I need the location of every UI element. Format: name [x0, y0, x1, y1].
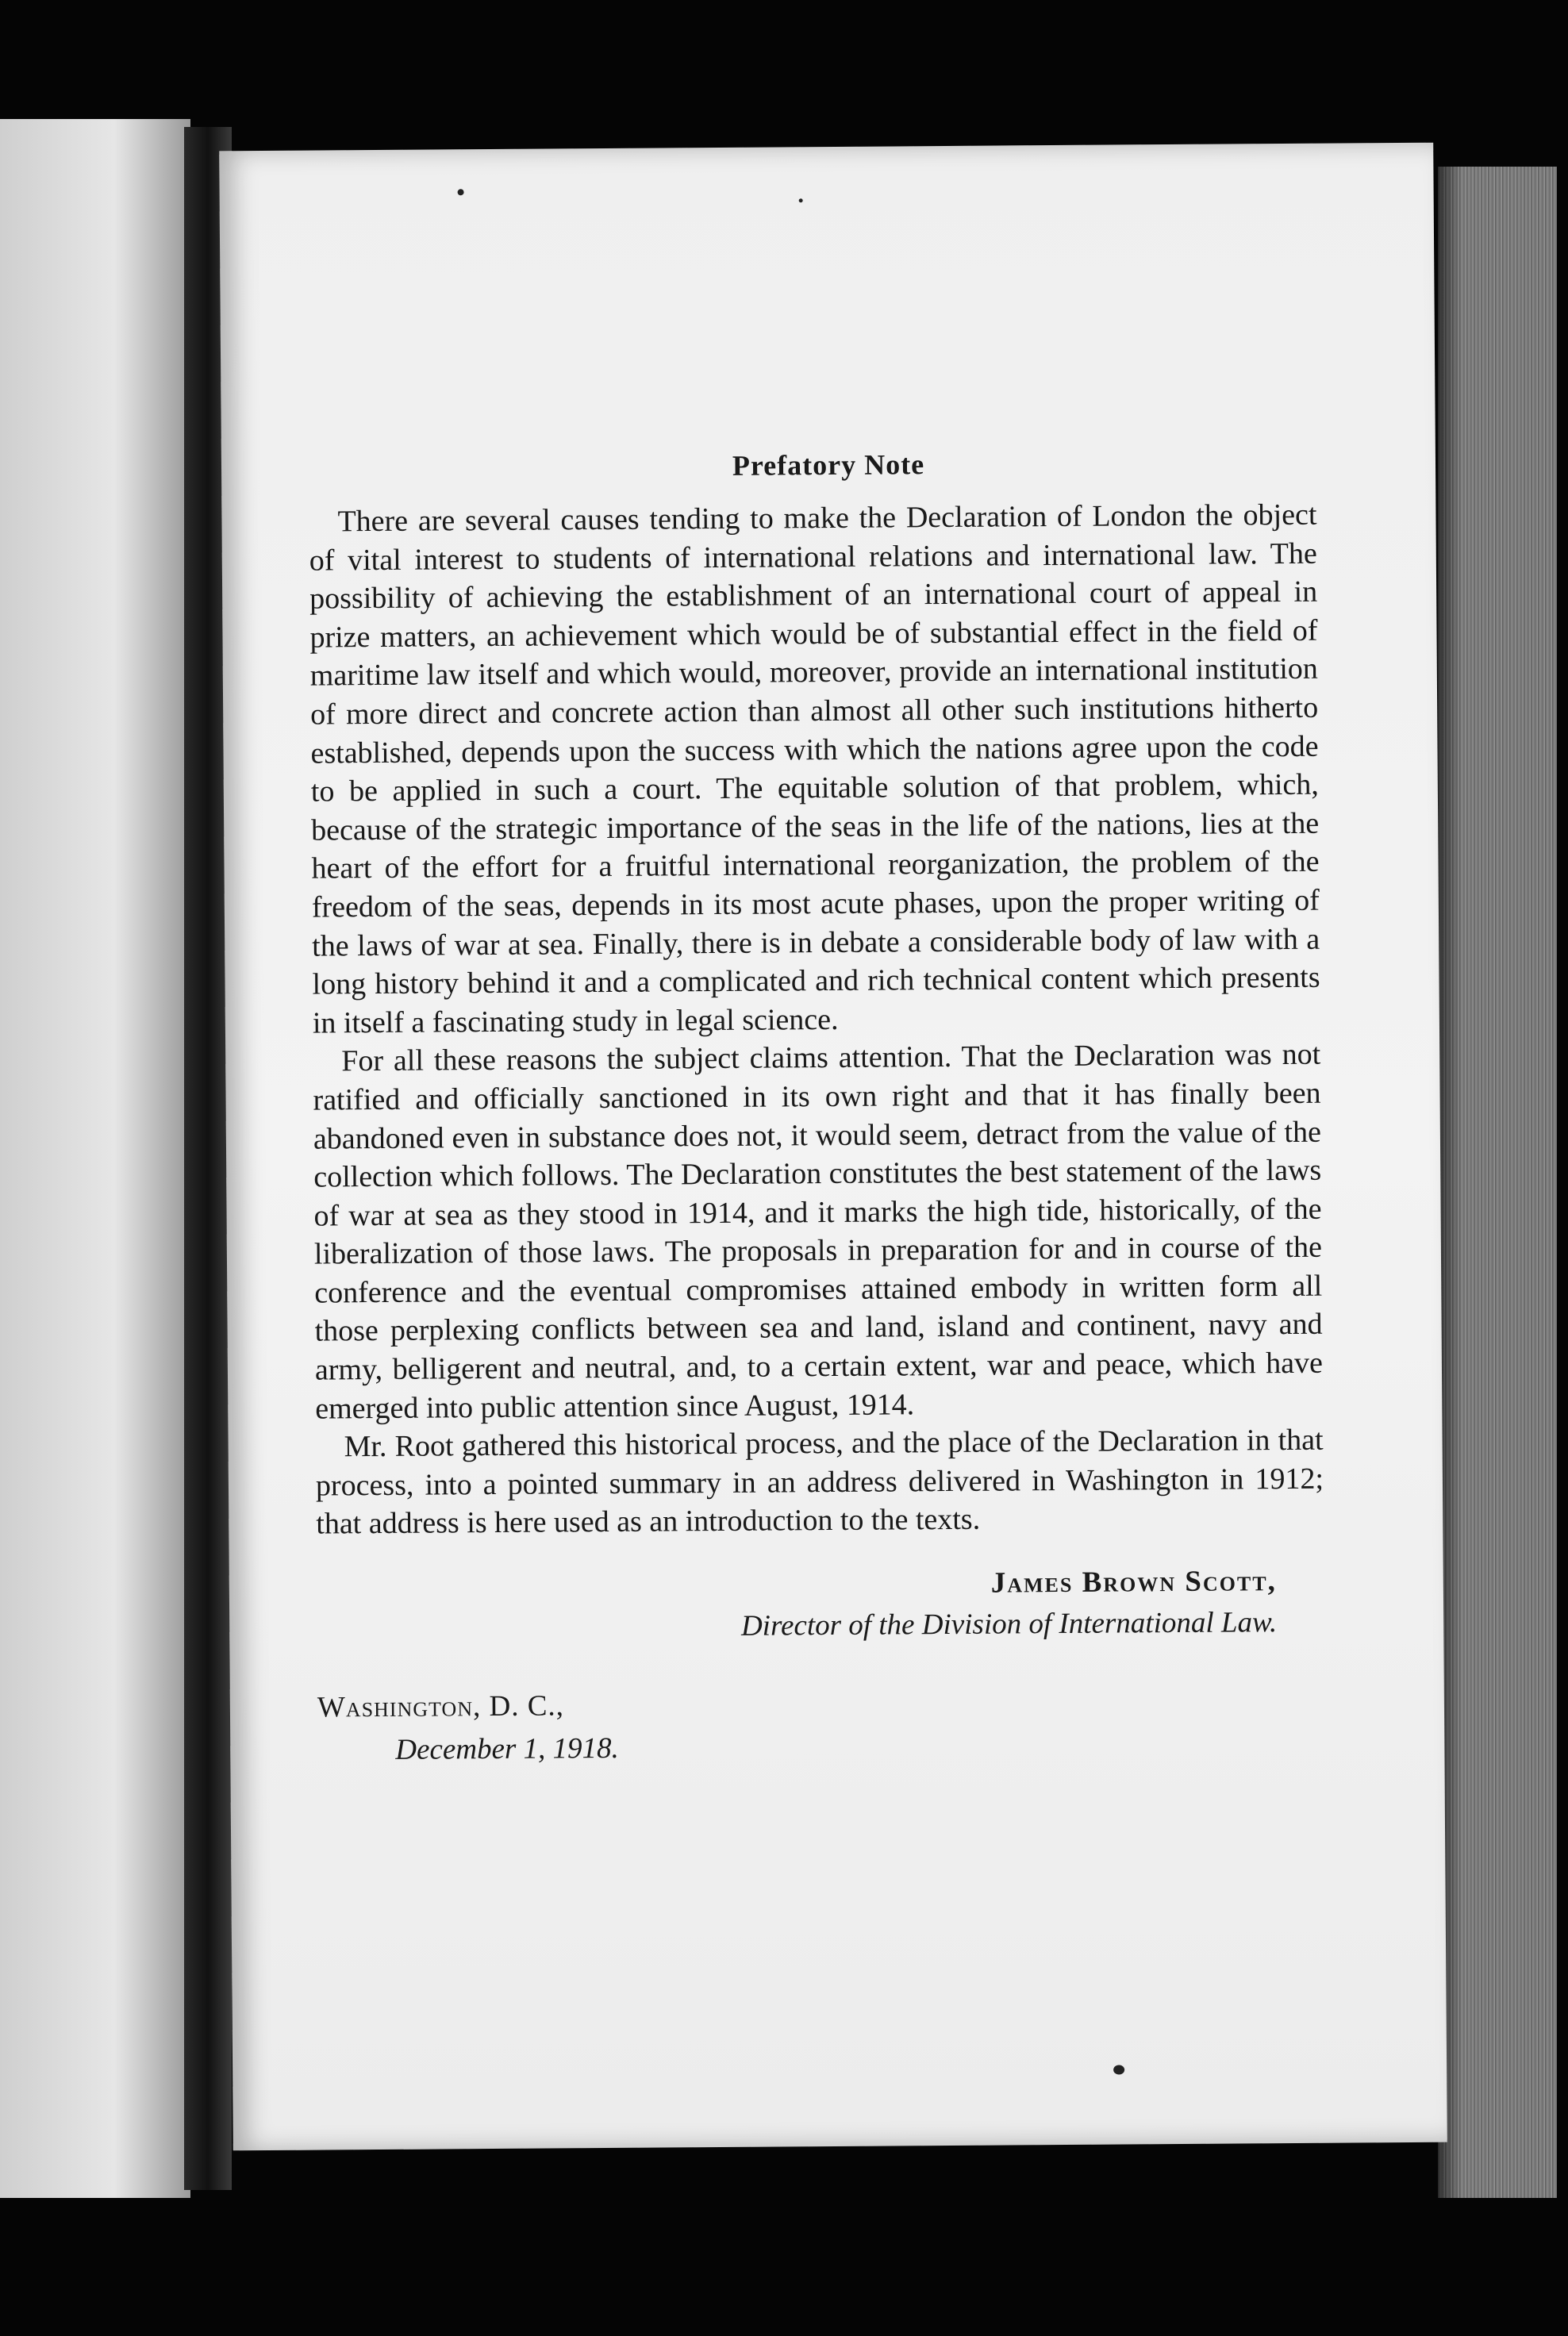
book-page [219, 143, 1447, 2151]
dateline-date: December 1, 1918. [395, 1731, 619, 1766]
ink-speck [1113, 2065, 1124, 2074]
signatory-name: James Brown Scott, [990, 1565, 1277, 1600]
paragraph-2: For all these reasons the subject claims attention. That the Declaration was not ratified and officially sanctioned in its own right and that it has finally been abandoned even in substance does not, it would seem, detract from the value of the collection which follows. The Declaration constitutes the best statement of the laws of war at sea as they stood in 1914, and it marks the high tide, historically, of the liberalization of those laws. The proposals in preparation for and in course of the conference and the eventual compromises attained embody in written form all those perplexing conflicts between sea and land, island and continent, navy and army, belligerent and neutral, and, to a certain extent, war and peace, which have emerged into public attention since August, 1914. [313, 1038, 1324, 1426]
paragraph-3: Mr. Root gathered this historical process, and the place of the Declaration in that process, into a pointed summary in an address delivered in Washington in 1912; that address is here used as an introduction to the texts. [315, 1423, 1324, 1541]
dateline-place: Washington, D. C., [317, 1689, 565, 1724]
page-content [309, 445, 1326, 1773]
page-title: Prefatory Note [732, 448, 925, 482]
left-facing-page [0, 119, 190, 2198]
ink-speck [799, 198, 803, 202]
signatory-title: Director of the Division of International Law. [740, 1606, 1278, 1642]
ink-speck [458, 189, 464, 195]
paragraph-1: There are several causes tending to make the Declaration of London the object of vital interest to students of international relations and international law. The possibility of achieving the establishment of an international court of appeal in prize matters, an achievement which would be of substantial effect in the field of maritime law itself and which would, moreover, provide an international institution of more direct and concrete action than almost all other such institutions hitherto established, depends upon the success with which the nations agree upon the code to be applied in such a court. The equitable solution of that problem, which, because of the strategic importance of the seas in the life of the nations, lies at the heart of the effort for a fruitful international reorganization, the problem of the freedom of the seas, depends in its most acute phases, upon the proper writing of the laws of war at sea. Finally, there is in debate a considerable body of law with a long history behind it and a complicated and rich technical content which presents in itself a fascinating study in legal science. [309, 498, 1320, 1040]
dateline [317, 1680, 1326, 1773]
signature-block [317, 1561, 1325, 1650]
